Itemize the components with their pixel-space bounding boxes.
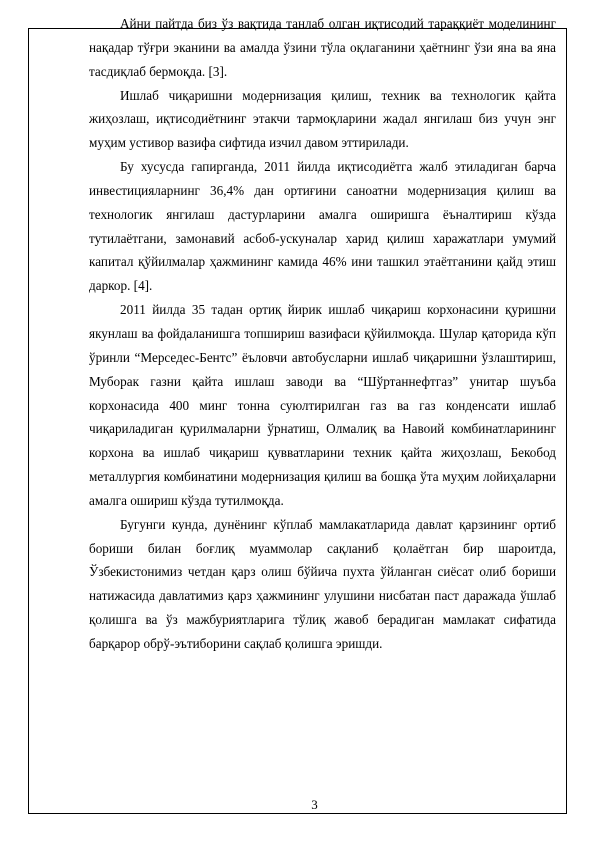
paragraph-4: 2011 йилда 35 тадан ортиқ йирик ишлаб чиқариш корхонасини қуришни якунлаш ва фойдаланишга топшириш вазифаси қўйилмоқда. Шулар қаторида кўп ўринли “Мерседес-Бентс” ёъловчи автобусларни ишлаб чиқаришни ўзлаштириш, Муборак газни қайта ишлаш заводи ва “Шўртаннефтгаз” унитар шуъба корхонасида 400 минг тонна суюлтирилган газ ва газ конденсати ишлаб чиқариладиган қурилмаларни ўрнатиш, Олмалиқ ва Навоий комбинатларининг корхона ва ишлаб чиқариш қувватларини техник қайта жиҳозлаш, Бекобод металлургия комбинатини модернизация қилиш ва бошқа ўта муҳим лойиҳаларни амалга ошириш кўзда тутилмоқда. xyxy=(89,302,556,508)
page-number: 3 xyxy=(311,797,318,812)
document-body xyxy=(89,12,556,656)
paragraph-2: Ишлаб чиқаришни модернизация қилиш, техник ва технологик қайта жиҳозлаш, иқтисодиётнинг этакчи тармоқларини жадал янгилаш биз учун энг муҳим устивор вазифа сифтида изчил давом эттирилади. xyxy=(89,87,556,151)
paragraph-1: Айни пайтда биз ўз вақтида танлаб олган иқтисодий тараққиёт моделининг нақадар тўғри эканини ва амалда ўзини тўла оқлаганини ҳаётнинг ўзи яна ва яна тасдиқлаб бермоқда. [3]. xyxy=(89,16,556,79)
paragraph-5: Бугунги кунда, дунёнинг кўплаб мамлакатларида давлат қарзининг ортиб бориши билан боғлиқ муаммолар сақланиб қолаётган бир шароитда, Ўзбекистонимиз четдан қарз олиш бўйича пухта ўйланган сиёсат олиб бориши натижасида давлатимиз қарз ҳажмининг улушини нисбатан паст даражада ўшлаб қолишга ва ўз мажбуриятларига тўлиқ жавоб берадиган мамлакат сифатида барқарор обрў-эътиборини сақлаб қолишга эришди. xyxy=(89,516,556,651)
paragraph-3: Бу хусусда гапирганда, 2011 йилда иқтисодиётга жалб этиладиган барча инвестицияларнинг 36,4% дан ортиғини саноатни модернизация қилиш ва технологик янгилаш дастурларини амалга оширишга ёъналтириш кўзда тутилаётгани, замонавий асбоб-ускуналар харид қилиш харажатлари умумий капитал қўйилмалар ҳажмининг камида 46% ини ташкил этаётганини қайд этиш даркор. [4]. xyxy=(89,159,556,294)
